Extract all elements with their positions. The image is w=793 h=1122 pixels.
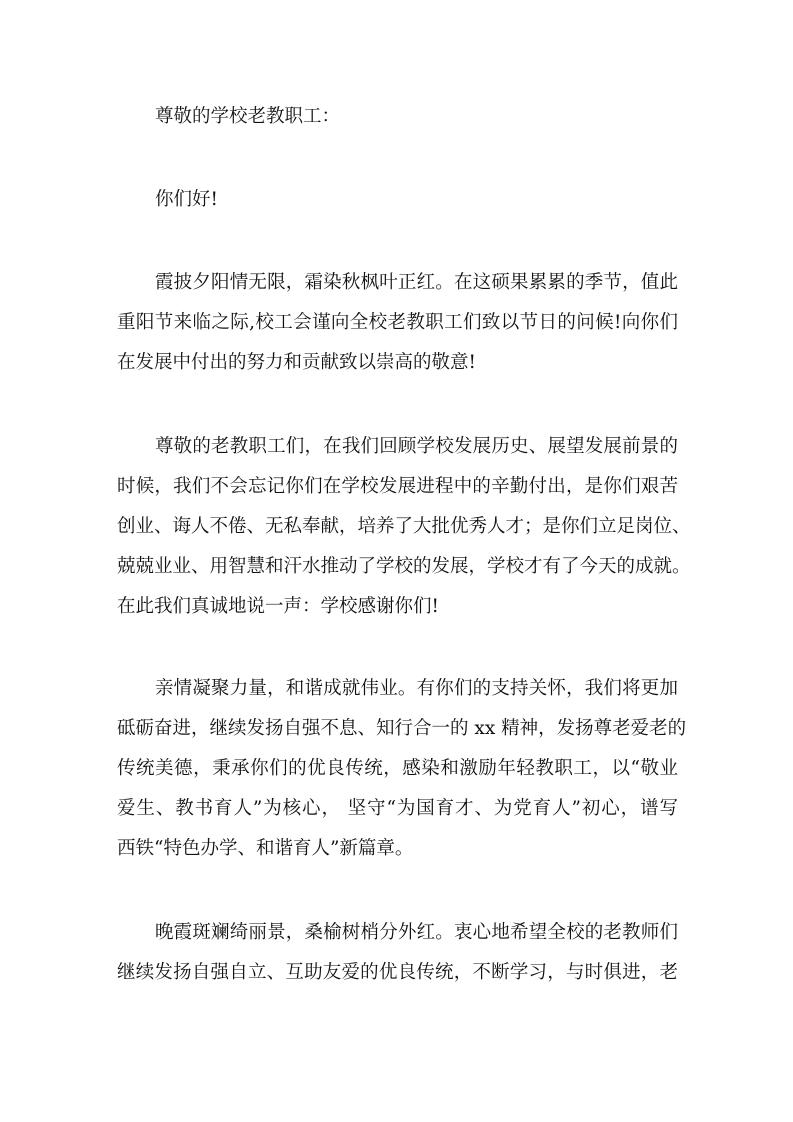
paragraph-line: 爱生、教书育人”为核心， 坚守“为国育才、为党育人”初心，谱写 [117, 798, 678, 819]
paragraph-line: 晚霞斑斓绮丽景，桑榆树梢分外红。衷心地希望全校的老教师们 [155, 922, 678, 943]
paragraph-line: 创业、诲人不倦、无私奉献，培养了大批优秀人才；是你们立足岗位、 [117, 516, 691, 537]
paragraph-line: 尊敬的老教职工们，在我们回顾学校发展历史、展望发展前景的 [155, 436, 678, 457]
greeting: 你们好! [155, 189, 218, 210]
paragraph-line: 亲情凝聚力量，和谐成就伟业。有你们的支持关怀，我们将更加 [155, 678, 678, 699]
paragraph-line: 霞披夕阳情无限，霜染秋枫叶正红。在这硕果累累的季节，值此 [155, 272, 678, 293]
paragraph-line: 重阳节来临之际,校工会谨向全校老教职工们致以节日的问候!向你们 [117, 312, 678, 333]
paragraph-line: 继续发扬自强自立、互助友爱的优良传统，不断学习，与时俱进，老 [117, 962, 678, 983]
paragraph-line: 传统美德，秉承你们的优良传统，感染和激励年轻教职工，以“敬业 [117, 758, 678, 779]
paragraph-line: 在此我们真诚地说一声：学校感谢你们! [117, 596, 439, 617]
paragraph-line: 西铁“特色办学、和谐育人”新篇章。 [117, 838, 414, 859]
paragraph-line: 兢兢业业、用智慧和汗水推动了学校的发展，学校才有了今天的成就。 [117, 556, 691, 577]
salutation: 尊敬的学校老教职工： [155, 106, 341, 127]
paragraph-line: 时候，我们不会忘记你们在学校发展进程中的辛勤付出，是你们艰苦 [117, 476, 678, 497]
paragraph-line: 砥砺奋进，继续发扬自强不息、知行合一的 xx 精神，发扬尊老爱老的 [117, 718, 687, 739]
paragraph-line: 在发展中付出的努力和贡献致以崇高的敬意! [117, 352, 476, 373]
